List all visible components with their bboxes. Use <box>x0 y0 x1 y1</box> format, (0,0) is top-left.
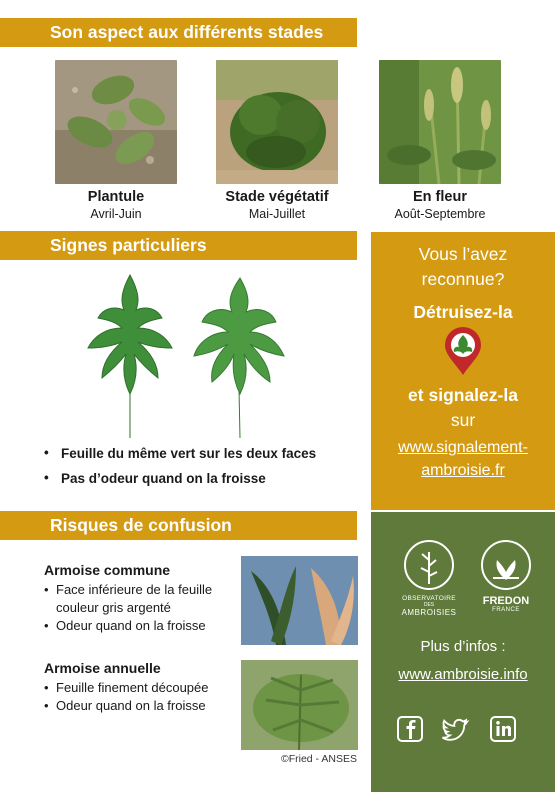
common-mugwort-photo <box>241 556 358 645</box>
cta-line1: Vous l’avez <box>418 244 508 264</box>
facebook-icon[interactable] <box>396 715 424 743</box>
stage-name: En fleur <box>413 189 467 205</box>
ambroisie-info-link[interactable]: www.ambroisie.info <box>398 666 528 683</box>
cta-on: sur <box>450 410 476 430</box>
report-panel <box>371 232 555 510</box>
cta-report: et signalez-la <box>408 385 518 405</box>
confusion-title: Armoise annuelle <box>44 660 161 676</box>
more-info-label: Plus d’infos : <box>420 638 506 655</box>
fredon-sub: FRANCE <box>492 607 520 613</box>
confusion-common-mugwort <box>44 562 236 635</box>
cta-line2: reconnue? <box>421 269 505 289</box>
stage-seedling <box>55 60 177 221</box>
twitter-icon[interactable] <box>442 715 470 743</box>
fredon-name: FREDON <box>482 595 530 607</box>
section-title-signs: Signes particuliers <box>0 231 357 260</box>
photo-credit: ©Fried - ANSES <box>280 753 357 765</box>
stage-period: Mai-Juillet <box>248 207 306 221</box>
linkedin-icon[interactable] <box>489 715 517 743</box>
signs-list <box>44 446 316 496</box>
flowering-photo <box>379 60 501 184</box>
list-item: • Feuille du même vert sur les deux faces <box>44 446 316 461</box>
logo-text-small: DES <box>423 602 435 608</box>
seedling-photo <box>55 60 177 184</box>
map-pin-icon <box>443 327 483 377</box>
stage-name: Plantule <box>87 189 145 205</box>
vegetative-photo <box>216 60 338 184</box>
list-item: • Feuille finement découpée <box>44 679 236 697</box>
report-link-cont[interactable]: ambroisie.fr <box>421 462 505 479</box>
annual-mugwort-photo <box>241 660 358 750</box>
stage-vegetative <box>216 60 338 221</box>
stage-name: Stade végétatif <box>225 189 329 205</box>
cta-destroy: Détruisez-la <box>413 302 513 322</box>
logo-text-top: OBSERVATOIRE <box>402 595 456 602</box>
info-panel <box>371 512 555 792</box>
logo-text-bottom: AMBROISIES <box>401 608 457 617</box>
stage-flowering <box>379 60 501 221</box>
leaves-illustration <box>72 270 302 442</box>
list-item: • Odeur quand on la froisse <box>44 697 236 715</box>
observatoire-logo <box>391 538 467 617</box>
confusion-annual-mugwort <box>44 660 236 715</box>
list-item: • Pas d’odeur quand on la froisse <box>44 471 316 486</box>
list-item: • Face inférieure de la feuille couleur gris argenté <box>44 581 236 617</box>
section-title-confusion: Risques de confusion <box>0 511 357 540</box>
stage-period: Avril-Juin <box>90 207 142 221</box>
report-link[interactable]: www.signalement- <box>398 439 528 456</box>
section-title-stages: Son aspect aux différents stades <box>0 18 357 47</box>
list-item: • Odeur quand on la froisse <box>44 617 236 635</box>
fredon-logo <box>474 538 538 613</box>
stage-period: Août-Septembre <box>394 207 486 221</box>
confusion-title: Armoise commune <box>44 562 171 578</box>
